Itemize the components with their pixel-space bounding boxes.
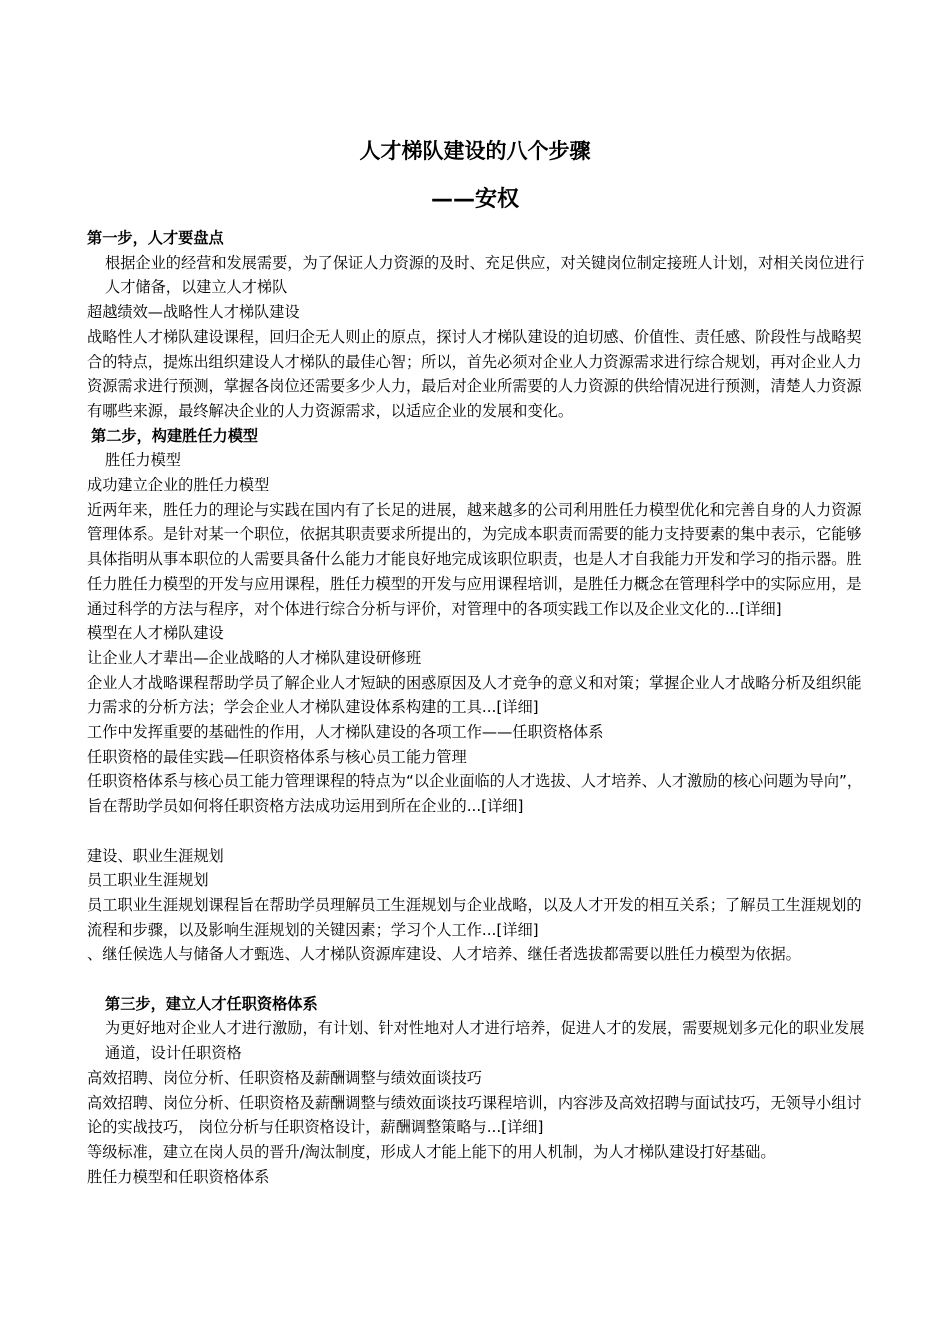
- paragraph: 战略性人才梯队建设课程，回归企无人则止的原点，探讨人才梯队建设的迫切感、价值性、责任感、阶段性与战略契合的特点，提炼出组织建设人才梯队的最佳心智；所以，首先必须对企业人力资源需求进行综合规划，再对企业人力资源需求进行预测，掌握各岗位还需要多少人力，最后对企业所需要的人力资源的供给情况进行预测，清楚人力资源有哪些来源，最终解决企业的人力资源需求，以适应企业的发展和变化。: [87, 327, 862, 420]
- paragraph: 近两年来，胜任力的理论与实践在国内有了长足的进展，越来越多的公司利用胜任力模型优化和完善自身的人力资源管理体系。是针对某一个职位，依据其职责要求所提出的，为完成本职责而需要的能力支持要素的集中表示，它能够具体指明从事本职位的人需要具备什么能力才能良好地完成该职位职责，也是人才自我能力开发和学习的指示器。胜任力胜任力模型的开发与应用课程，胜任力模型的开发与应用课程培训，是胜任力概念在管理科学中的实际应用，是通过科学的方法与程序，对个体进行综合分析与评价，对管理中的各项实践工作以及企业文化的...[详细]: [87, 500, 862, 618]
- paragraph: 企业人才战略课程帮助学员了解企业人才短缺的困惑原因及人才竞争的意义和对策；掌握企业人才战略分析及组织能力需求的分析方法；学会企业人才梯队建设体系构建的工具...[详细]: [87, 673, 862, 717]
- step-heading: 第二步，构建胜任力模型: [91, 426, 259, 445]
- step-heading: 第三步，建立人才任职资格体系: [105, 994, 318, 1013]
- paragraph: 让企业人才辈出—企业战略的人才梯队建设研修班: [87, 648, 422, 667]
- paragraph: 工作中发挥重要的基础性的作用，人才梯队建设的各项工作——任职资格体系: [87, 723, 604, 742]
- paragraph: 为更好地对企业人才进行激励，有计划、针对性地对人才进行培养，促进人才的发展，需要规划多元化的职业发展通道，设计任职资格: [105, 1019, 865, 1063]
- paragraph: 员工职业生涯规划: [87, 871, 209, 890]
- paragraph: 任职资格的最佳实践—任职资格体系与核心员工能力管理: [87, 747, 467, 766]
- paragraph: 员工职业生涯规划课程旨在帮助学员理解员工生涯规划与企业战略，以及人才开发的相互关系；了解员工生涯规划的流程和步骤，以及影响生涯规划的关键因素；学习个人工作...[详细]: [87, 895, 862, 939]
- blank-line: [87, 967, 865, 992]
- blank-line: [87, 819, 865, 844]
- paragraph: 模型在人才梯队建设: [87, 624, 224, 643]
- document-title: 人才梯队建设的八个步骤: [359, 139, 591, 163]
- paragraph: 超越绩效—战略性人才梯队建设: [87, 303, 300, 322]
- step-heading: 第一步，人才要盘点: [87, 229, 224, 247]
- paragraph: 成功建立企业的胜任力模型: [87, 476, 270, 495]
- paragraph: 高效招聘、岗位分析、任职资格及薪酬调整与绩效面谈技巧: [87, 1068, 482, 1087]
- document-author: ——安权: [430, 187, 519, 212]
- paragraph: 、继任候选人与储备人才甄选、人才梯队资源库建设、人才培养、继任者选拔都需要以胜任力模型为依据。: [87, 945, 801, 964]
- paragraph: 任职资格体系与核心员工能力管理课程的特点为“以企业面临的人才选拔、人才培养、人才激励的核心问题为导向”，旨在帮助学员如何将任职资格方法成功运用到所在企业的...[详细]: [87, 772, 863, 816]
- paragraph: 等级标准，建立在岗人员的晋升/淘汰制度，形成人才能上能下的用人机制，为人才梯队建设打好基础。: [87, 1142, 776, 1161]
- paragraph: 建设、职业生涯规划: [87, 846, 224, 865]
- paragraph: 高效招聘、岗位分析、任职资格及薪酬调整与绩效面谈技巧课程培训，内容涉及高效招聘与面试技巧，无领导小组讨论的实战技巧， 岗位分析与任职资格设计，薪酬调整策略与...[详细]: [87, 1093, 862, 1137]
- paragraph: 根据企业的经营和发展需要，为了保证人力资源的及时、充足供应，对关键岗位制定接班人计划，对相关岗位进行人才储备，以建立人才梯队: [105, 253, 865, 297]
- paragraph: 胜任力模型和任职资格体系: [87, 1167, 270, 1186]
- document-body: [87, 226, 865, 1189]
- paragraph: 胜任力模型: [105, 451, 181, 470]
